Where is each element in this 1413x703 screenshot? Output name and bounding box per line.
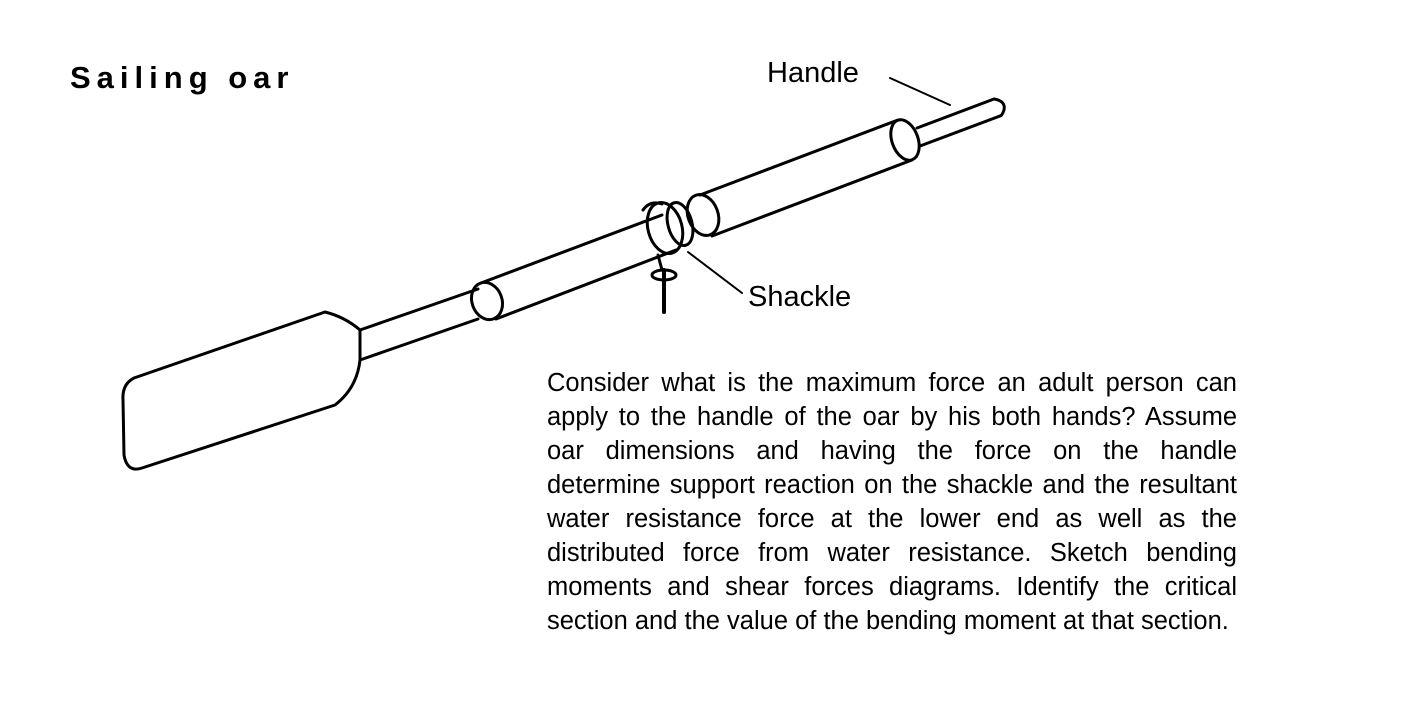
upper-sleeve	[682, 116, 925, 240]
oar-shaft	[360, 289, 478, 360]
problem-statement: Consider what is the maximum force an adult person can apply to the handle of the oar by his both hands? Assume oar dimensions and having the force on the handle determine support reaction on the shackle and the resultant water resistance force at the lower end as well as the distributed force from water resistance. Sketch bending moments and shear forces diagrams. Identify the critical section and the value of the bending moment at that section.	[547, 369, 1237, 635]
lower-sleeve	[466, 215, 676, 324]
shackle-leader-line	[688, 252, 742, 293]
oar-blade	[123, 312, 360, 469]
handle-label: Handle	[767, 57, 859, 89]
shackle-label: Shackle	[748, 281, 852, 313]
handle-leader-line	[890, 78, 950, 105]
oar-handle	[917, 99, 1004, 146]
page-title: Sailing oar	[70, 60, 295, 95]
